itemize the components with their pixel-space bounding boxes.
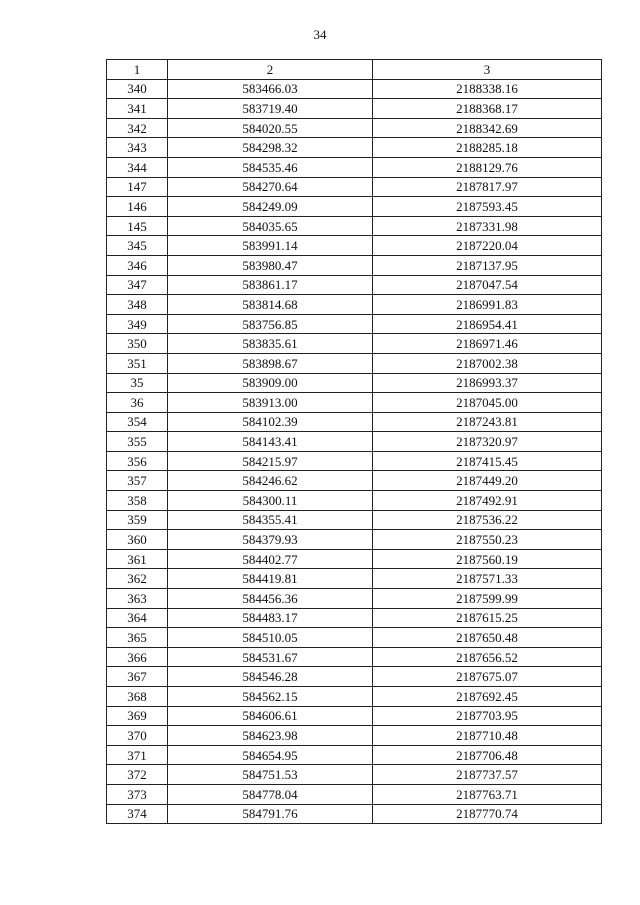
x-coordinate-cell: 584249.09 xyxy=(168,197,373,217)
y-coordinate-cell: 2187220.04 xyxy=(373,236,602,256)
table-row xyxy=(107,314,602,334)
x-coordinate-cell: 584379.93 xyxy=(168,530,373,550)
table-row xyxy=(107,549,602,569)
y-coordinate-cell: 2187002.38 xyxy=(373,353,602,373)
y-coordinate-cell: 2187492.91 xyxy=(373,491,602,511)
table-row xyxy=(107,530,602,550)
y-coordinate-cell: 2188338.16 xyxy=(373,79,602,99)
y-coordinate-cell: 2187331.98 xyxy=(373,216,602,236)
table-row xyxy=(107,471,602,491)
point-number-cell: 364 xyxy=(107,608,168,628)
table-row xyxy=(107,628,602,648)
y-coordinate-cell: 2187675.07 xyxy=(373,667,602,687)
table-row xyxy=(107,726,602,746)
x-coordinate-cell: 584546.28 xyxy=(168,667,373,687)
point-number-cell: 341 xyxy=(107,99,168,119)
x-coordinate-cell: 584483.17 xyxy=(168,608,373,628)
x-coordinate-cell: 584791.76 xyxy=(168,804,373,824)
point-number-cell: 371 xyxy=(107,745,168,765)
point-number-cell: 145 xyxy=(107,216,168,236)
table-row xyxy=(107,79,602,99)
x-coordinate-cell: 584298.32 xyxy=(168,138,373,158)
y-coordinate-cell: 2187047.54 xyxy=(373,275,602,295)
x-coordinate-cell: 583980.47 xyxy=(168,255,373,275)
y-coordinate-cell: 2187415.45 xyxy=(373,451,602,471)
x-coordinate-cell: 584623.98 xyxy=(168,726,373,746)
table-row xyxy=(107,177,602,197)
table-row xyxy=(107,236,602,256)
table-row xyxy=(107,765,602,785)
x-coordinate-cell: 583898.67 xyxy=(168,353,373,373)
point-number-cell: 348 xyxy=(107,295,168,315)
y-coordinate-cell: 2187320.97 xyxy=(373,432,602,452)
column-header-x: 2 xyxy=(168,60,373,80)
table-row xyxy=(107,491,602,511)
y-coordinate-cell: 2186954.41 xyxy=(373,314,602,334)
table-row xyxy=(107,157,602,177)
point-number-cell: 354 xyxy=(107,412,168,432)
y-coordinate-cell: 2188129.76 xyxy=(373,157,602,177)
table-row xyxy=(107,745,602,765)
point-number-cell: 355 xyxy=(107,432,168,452)
x-coordinate-cell: 584510.05 xyxy=(168,628,373,648)
y-coordinate-cell: 2188285.18 xyxy=(373,138,602,158)
table-row xyxy=(107,589,602,609)
x-coordinate-cell: 584419.81 xyxy=(168,569,373,589)
x-coordinate-cell: 584246.62 xyxy=(168,471,373,491)
table-row xyxy=(107,412,602,432)
y-coordinate-cell: 2187599.99 xyxy=(373,589,602,609)
x-coordinate-cell: 584562.15 xyxy=(168,687,373,707)
x-coordinate-cell: 584531.67 xyxy=(168,647,373,667)
x-coordinate-cell: 583466.03 xyxy=(168,79,373,99)
x-coordinate-cell: 583756.85 xyxy=(168,314,373,334)
y-coordinate-cell: 2187560.19 xyxy=(373,549,602,569)
point-number-cell: 343 xyxy=(107,138,168,158)
y-coordinate-cell: 2187817.97 xyxy=(373,177,602,197)
point-number-cell: 347 xyxy=(107,275,168,295)
table-header xyxy=(107,60,602,80)
x-coordinate-cell: 583719.40 xyxy=(168,99,373,119)
table-row xyxy=(107,216,602,236)
point-number-cell: 340 xyxy=(107,79,168,99)
point-number-cell: 146 xyxy=(107,197,168,217)
table-row xyxy=(107,255,602,275)
point-number-cell: 370 xyxy=(107,726,168,746)
y-coordinate-cell: 2187137.95 xyxy=(373,255,602,275)
point-number-cell: 147 xyxy=(107,177,168,197)
y-coordinate-cell: 2187710.48 xyxy=(373,726,602,746)
y-coordinate-cell: 2187449.20 xyxy=(373,471,602,491)
point-number-cell: 342 xyxy=(107,118,168,138)
x-coordinate-cell: 584102.39 xyxy=(168,412,373,432)
x-coordinate-cell: 583909.00 xyxy=(168,373,373,393)
table-row xyxy=(107,706,602,726)
x-coordinate-cell: 584402.77 xyxy=(168,549,373,569)
x-coordinate-cell: 583835.61 xyxy=(168,334,373,354)
point-number-cell: 344 xyxy=(107,157,168,177)
y-coordinate-cell: 2188368.17 xyxy=(373,99,602,119)
x-coordinate-cell: 584270.64 xyxy=(168,177,373,197)
table-row xyxy=(107,334,602,354)
y-coordinate-cell: 2187615.25 xyxy=(373,608,602,628)
page-number: 34 xyxy=(313,27,327,42)
x-coordinate-cell: 583991.14 xyxy=(168,236,373,256)
y-coordinate-cell: 2187763.71 xyxy=(373,784,602,804)
table-row xyxy=(107,295,602,315)
point-number-cell: 346 xyxy=(107,255,168,275)
x-coordinate-cell: 584778.04 xyxy=(168,784,373,804)
x-coordinate-cell: 584751.53 xyxy=(168,765,373,785)
point-number-cell: 349 xyxy=(107,314,168,334)
x-coordinate-cell: 584654.95 xyxy=(168,745,373,765)
y-coordinate-cell: 2187706.48 xyxy=(373,745,602,765)
x-coordinate-cell: 583814.68 xyxy=(168,295,373,315)
y-coordinate-cell: 2187536.22 xyxy=(373,510,602,530)
column-header-y: 3 xyxy=(373,60,602,80)
table-row xyxy=(107,138,602,158)
x-coordinate-cell: 584606.61 xyxy=(168,706,373,726)
point-number-cell: 350 xyxy=(107,334,168,354)
y-coordinate-cell: 2187692.45 xyxy=(373,687,602,707)
x-coordinate-cell: 584355.41 xyxy=(168,510,373,530)
table-row xyxy=(107,687,602,707)
point-number-cell: 360 xyxy=(107,530,168,550)
y-coordinate-cell: 2187656.52 xyxy=(373,647,602,667)
point-number-cell: 369 xyxy=(107,706,168,726)
table-row xyxy=(107,647,602,667)
x-coordinate-cell: 584143.41 xyxy=(168,432,373,452)
table-row xyxy=(107,667,602,687)
y-coordinate-cell: 2187703.95 xyxy=(373,706,602,726)
table-row xyxy=(107,197,602,217)
point-number-cell: 35 xyxy=(107,373,168,393)
y-coordinate-cell: 2186971.46 xyxy=(373,334,602,354)
table-row xyxy=(107,784,602,804)
y-coordinate-cell: 2188342.69 xyxy=(373,118,602,138)
x-coordinate-cell: 583913.00 xyxy=(168,393,373,413)
point-number-cell: 372 xyxy=(107,765,168,785)
table-row xyxy=(107,804,602,824)
point-number-cell: 365 xyxy=(107,628,168,648)
coordinates-table xyxy=(106,59,602,824)
point-number-cell: 36 xyxy=(107,393,168,413)
y-coordinate-cell: 2187571.33 xyxy=(373,569,602,589)
point-number-cell: 359 xyxy=(107,510,168,530)
y-coordinate-cell: 2187045.00 xyxy=(373,393,602,413)
point-number-cell: 374 xyxy=(107,804,168,824)
y-coordinate-cell: 2187737.57 xyxy=(373,765,602,785)
point-number-cell: 358 xyxy=(107,491,168,511)
x-coordinate-cell: 584300.11 xyxy=(168,491,373,511)
point-number-cell: 368 xyxy=(107,687,168,707)
table-row xyxy=(107,569,602,589)
column-header-point: 1 xyxy=(107,60,168,80)
point-number-cell: 367 xyxy=(107,667,168,687)
table-row xyxy=(107,432,602,452)
point-number-cell: 356 xyxy=(107,451,168,471)
point-number-cell: 366 xyxy=(107,647,168,667)
point-number-cell: 351 xyxy=(107,353,168,373)
point-number-cell: 361 xyxy=(107,549,168,569)
y-coordinate-cell: 2186993.37 xyxy=(373,373,602,393)
point-number-cell: 363 xyxy=(107,589,168,609)
table-row xyxy=(107,373,602,393)
table-row xyxy=(107,353,602,373)
y-coordinate-cell: 2187550.23 xyxy=(373,530,602,550)
y-coordinate-cell: 2187770.74 xyxy=(373,804,602,824)
header-row xyxy=(107,60,602,80)
y-coordinate-cell: 2187243.81 xyxy=(373,412,602,432)
x-coordinate-cell: 584215.97 xyxy=(168,451,373,471)
point-number-cell: 357 xyxy=(107,471,168,491)
table-row xyxy=(107,393,602,413)
y-coordinate-cell: 2187593.45 xyxy=(373,197,602,217)
x-coordinate-cell: 584020.55 xyxy=(168,118,373,138)
x-coordinate-cell: 583861.17 xyxy=(168,275,373,295)
table-row xyxy=(107,608,602,628)
point-number-cell: 345 xyxy=(107,236,168,256)
table-row xyxy=(107,510,602,530)
y-coordinate-cell: 2187650.48 xyxy=(373,628,602,648)
x-coordinate-cell: 584456.36 xyxy=(168,589,373,609)
y-coordinate-cell: 2186991.83 xyxy=(373,295,602,315)
point-number-cell: 373 xyxy=(107,784,168,804)
table-body xyxy=(107,79,602,824)
table-row xyxy=(107,451,602,471)
table-row xyxy=(107,99,602,119)
table-row xyxy=(107,275,602,295)
point-number-cell: 362 xyxy=(107,569,168,589)
x-coordinate-cell: 584535.46 xyxy=(168,157,373,177)
x-coordinate-cell: 584035.65 xyxy=(168,216,373,236)
table-row xyxy=(107,118,602,138)
